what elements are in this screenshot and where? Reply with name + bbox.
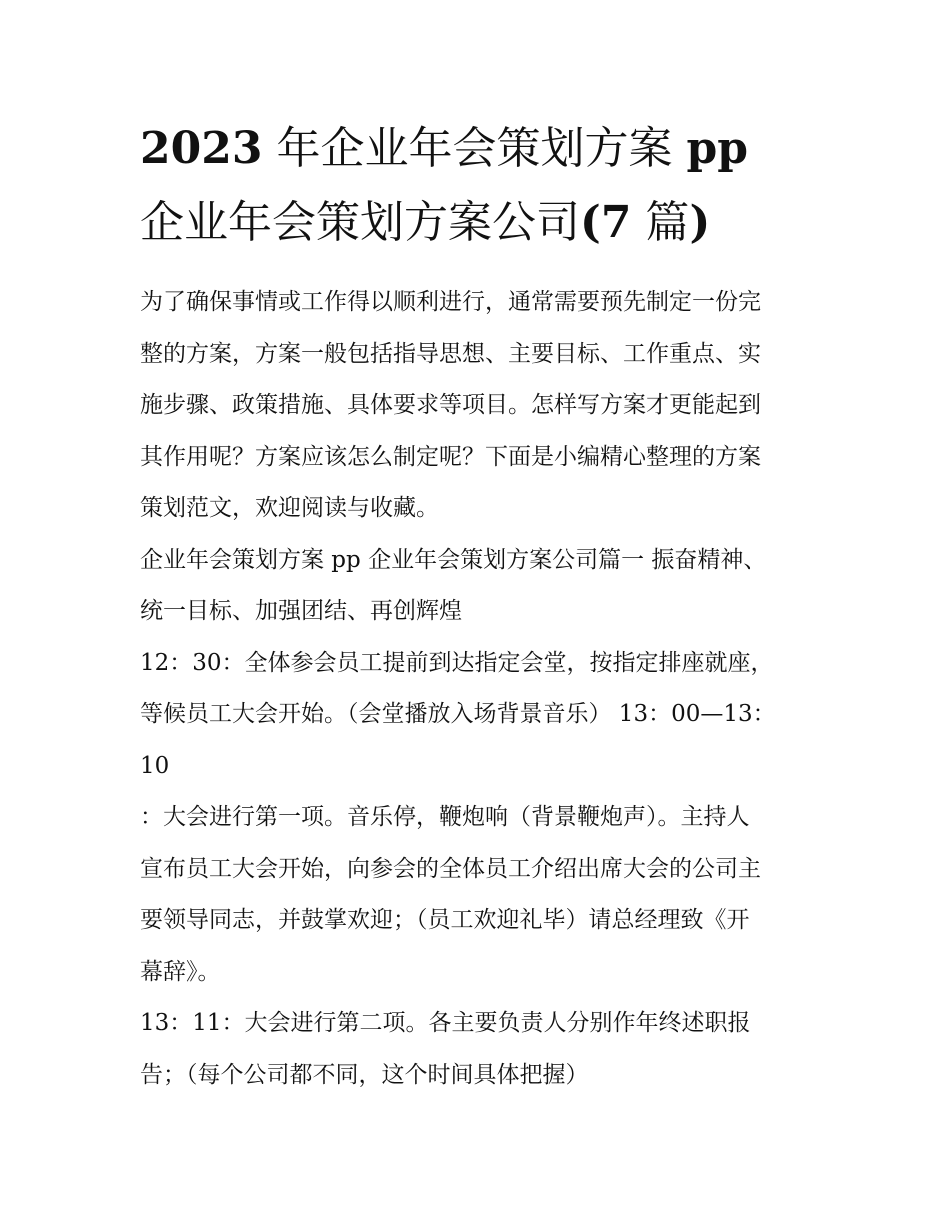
schedule-line: 要领导同志，并鼓掌欢迎；（员工欢迎礼毕）请总经理致《开 (140, 907, 750, 933)
title-count-open: (7 (580, 197, 632, 248)
title-line-1 (140, 112, 820, 186)
schedule-line: 12：30：全体参会员工提前到达指定会堂，按指定排座就座， (140, 649, 774, 676)
document-title (140, 112, 820, 260)
document-body (140, 277, 820, 1101)
title-text-2: 企业年会策划方案公司 (140, 197, 580, 248)
intro-paragraph (140, 277, 820, 535)
title-count-close: ) (689, 197, 711, 248)
schedule-paragraph-1 (140, 638, 820, 793)
section-line: 企业年会策划方案 pp 企业年会策划方案公司篇一 振奋精神、 (140, 546, 767, 573)
intro-line: 为了确保事情或工作得以顺利进行，通常需要预先制定一份完 (140, 289, 761, 315)
schedule-line: 10 (140, 752, 170, 779)
schedule-line: 13：11：大会进行第二项。各主要负责人分别作年终述职报 (140, 1010, 751, 1036)
title-pp: pp (686, 123, 748, 174)
schedule-line: ：大会进行第一项。音乐停，鞭炮响（背景鞭炮声）。主持人 (140, 804, 750, 830)
section-heading-paragraph (140, 535, 820, 638)
intro-line: 施步骤、政策措施、具体要求等项目。怎样写方案才更能起到 (140, 392, 761, 418)
intro-line: 其作用呢？方案应该怎么制定呢？下面是小编精心整理的方案 (140, 443, 761, 470)
schedule-paragraph-3 (140, 998, 820, 1101)
schedule-line: 等候员工大会开始。（会堂播放入场背景音乐） 13：00—13： (140, 701, 776, 727)
schedule-line: 幕辞》。 (140, 958, 221, 985)
schedule-line: 告；（每个公司都不同，这个时间具体把握） (140, 1061, 589, 1088)
schedule-paragraph-2 (140, 792, 820, 998)
title-text-1: 年企业年会策划方案 (262, 123, 687, 174)
intro-line: 整的方案，方案一般包括指导思想、主要目标、工作重点、实 (140, 340, 761, 367)
intro-line: 策划范文，欢迎阅读与收藏。 (140, 495, 439, 521)
schedule-line: 宣布员工大会开始，向参会的全体员工介绍出席大会的公司主 (140, 855, 761, 882)
title-year: 2023 (140, 123, 263, 174)
title-text-3: 篇 (631, 197, 690, 248)
section-line: 统一目标、加强团结、再创辉煌 (140, 598, 462, 624)
title-line-2 (140, 186, 820, 260)
